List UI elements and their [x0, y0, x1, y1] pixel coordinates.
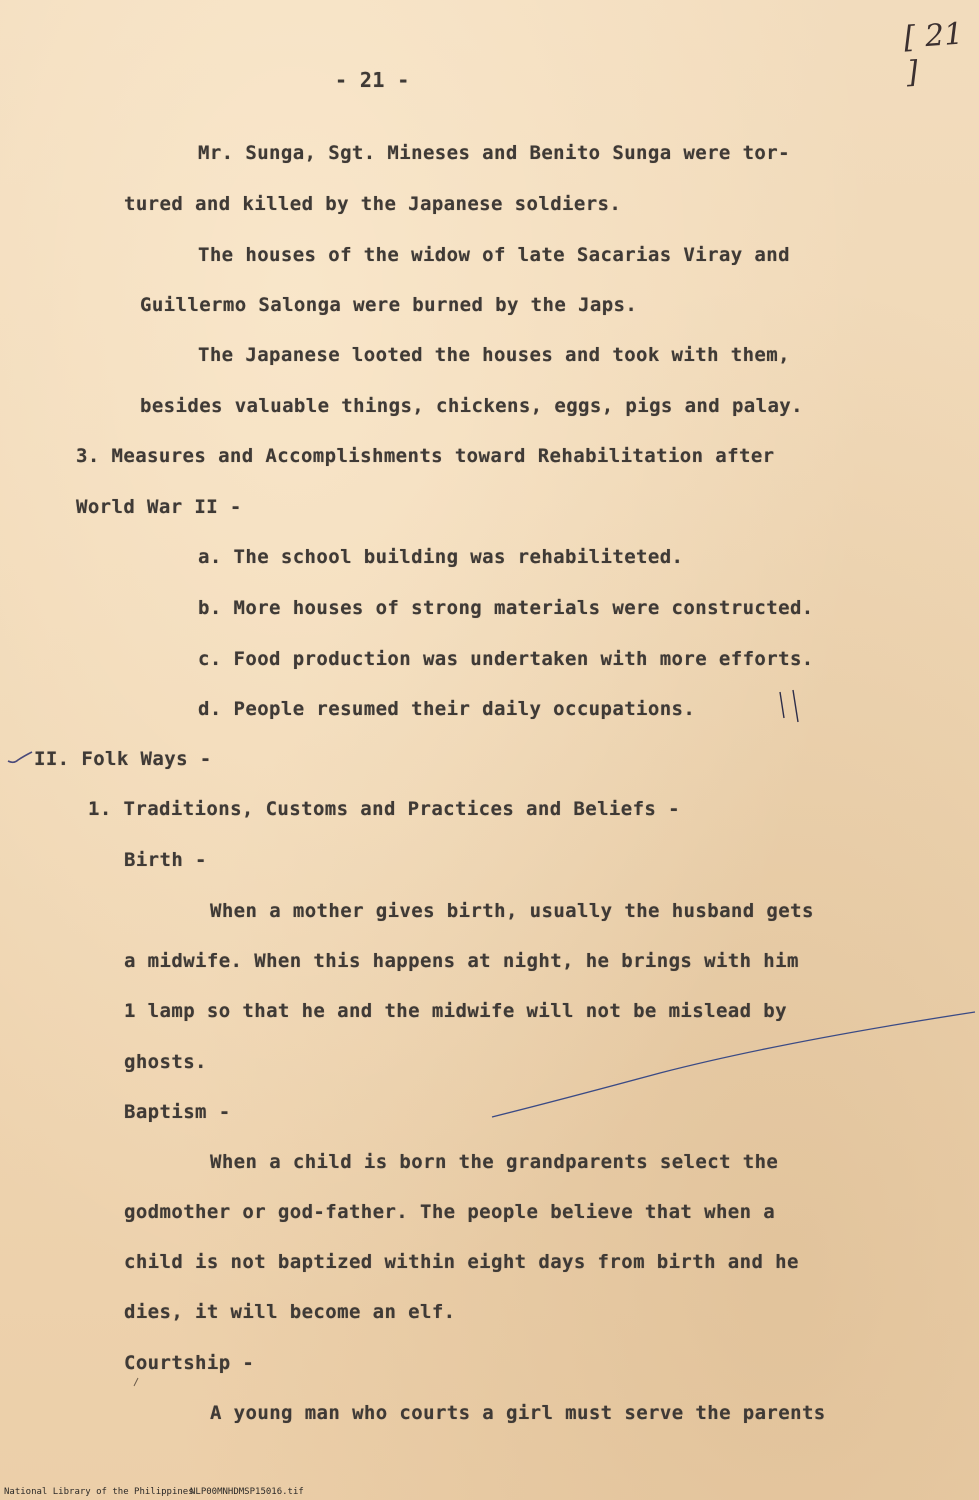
text-line: dies, it will become an elf. — [124, 1301, 456, 1323]
subsection-heading: 1. Traditions, Customs and Practices and Beliefs - — [88, 798, 680, 820]
small-mark-icon — [134, 1378, 138, 1386]
text-line: besides valuable things, chickens, eggs, pigs and palay. — [140, 395, 803, 417]
topic-heading: Birth - — [124, 849, 207, 871]
section-heading: World War II - — [76, 496, 242, 518]
footer-library: National Library of the Philippines — [4, 1487, 194, 1497]
section-heading: II. Folk Ways - — [34, 748, 212, 770]
text-line: The houses of the widow of late Sacarias Viray and — [198, 244, 790, 266]
text-line: A young man who courts a girl must serve the parents — [210, 1402, 826, 1424]
text-line: godmother or god-father. The people believe that when a — [124, 1201, 776, 1223]
pen-stroke-line — [492, 1012, 975, 1117]
text-line: ghosts. — [124, 1051, 207, 1073]
text-line: Mr. Sunga, Sgt. Mineses and Benito Sunga were tor- — [198, 142, 790, 164]
topic-heading: Baptism - — [124, 1101, 231, 1123]
text-line: tured and killed by the Japanese soldiers. — [124, 193, 622, 215]
text-line: a midwife. When this happens at night, he brings with him — [124, 950, 799, 972]
text-line: The Japanese looted the houses and took with them, — [198, 344, 790, 366]
handwritten-page-annotation: [ 21 ] — [902, 16, 965, 91]
footer-filename: NLP00MNHDMSP15016.tif — [190, 1487, 304, 1497]
list-item: a. The school building was rehabiliteted. — [198, 546, 684, 568]
page-number: - 21 - — [335, 68, 410, 92]
list-item: d. People resumed their daily occupations. — [198, 698, 696, 720]
check-mark-icon — [8, 752, 32, 762]
list-item: b. More houses of strong materials were constructed. — [198, 597, 814, 619]
text-line: 1 lamp so that he and the midwife will not be mislead by — [124, 1000, 787, 1022]
text-line: When a mother gives birth, usually the husband gets — [210, 900, 814, 922]
text-line: Guillermo Salonga were burned by the Japs. — [140, 294, 638, 316]
text-line: When a child is born the grandparents select the — [210, 1151, 779, 1173]
topic-heading: Courtship - — [124, 1352, 255, 1374]
list-item: c. Food production was undertaken with more efforts. — [198, 648, 814, 670]
section-heading: 3. Measures and Accomplishments toward Rehabilitation after — [76, 445, 775, 467]
text-line: child is not baptized within eight days from birth and he — [124, 1251, 799, 1273]
double-tick-mark-icon — [780, 690, 798, 722]
